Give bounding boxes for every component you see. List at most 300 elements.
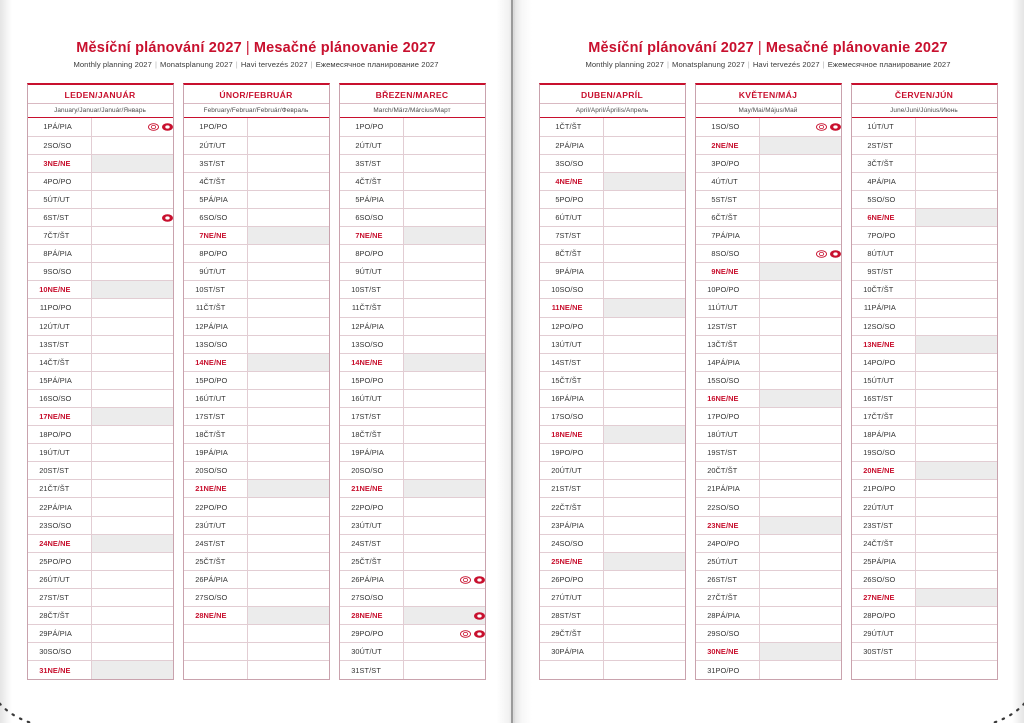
day-name: PÁ/PIA — [716, 607, 760, 625]
day-note-field[interactable] — [248, 570, 329, 588]
day-number: 6 — [540, 208, 560, 226]
day-note-field[interactable] — [92, 408, 173, 426]
day-note-field[interactable] — [760, 480, 841, 498]
day-note-field[interactable] — [404, 172, 485, 190]
day-note-field[interactable] — [760, 227, 841, 245]
day-note-field[interactable] — [604, 335, 685, 353]
day-note-field[interactable] — [916, 154, 997, 172]
day-note-field[interactable] — [248, 588, 329, 606]
day-note-field[interactable] — [604, 172, 685, 190]
day-note-field[interactable] — [760, 625, 841, 643]
day-note-field[interactable] — [248, 317, 329, 335]
day-note-field[interactable] — [248, 534, 329, 552]
day-note-field[interactable] — [604, 462, 685, 480]
day-note-field[interactable] — [92, 172, 173, 190]
day-number: 2 — [540, 136, 560, 154]
day-name: ÚT/UT — [204, 516, 248, 534]
day-note-field[interactable] — [760, 136, 841, 154]
day-number: 18 — [28, 426, 48, 444]
day-note-field[interactable] — [916, 335, 997, 353]
day-note-field[interactable] — [916, 371, 997, 389]
day-number: 1 — [696, 118, 716, 136]
day-number: 7 — [28, 227, 48, 245]
day-note-field[interactable] — [760, 118, 841, 136]
day-note-field[interactable] — [604, 607, 685, 625]
day-note-field[interactable] — [916, 625, 997, 643]
day-note-field[interactable] — [760, 389, 841, 407]
day-note-field[interactable] — [604, 408, 685, 426]
day-note-field[interactable] — [604, 570, 685, 588]
day-note-field[interactable] — [604, 208, 685, 226]
day-note-field[interactable] — [248, 625, 329, 643]
table-row — [28, 534, 173, 552]
table-row — [28, 371, 173, 389]
day-note-field[interactable] — [248, 552, 329, 570]
day-note-field[interactable] — [604, 588, 685, 606]
subtitle-part-hu: Havi tervezés 2027 — [752, 60, 820, 69]
day-note-field[interactable] — [248, 444, 329, 462]
table-row — [540, 534, 685, 552]
table-row — [852, 643, 997, 661]
day-note-field[interactable] — [92, 570, 173, 588]
day-name: NE/NE — [872, 588, 916, 606]
day-note-field[interactable] — [404, 661, 485, 679]
day-note-field[interactable] — [248, 299, 329, 317]
day-note-field[interactable] — [404, 498, 485, 516]
day-name: ST/ST — [872, 136, 916, 154]
day-number: 23 — [340, 516, 360, 534]
day-note-field[interactable] — [92, 534, 173, 552]
day-note-field[interactable] — [916, 136, 997, 154]
day-note-field[interactable] — [916, 263, 997, 281]
day-note-field[interactable] — [248, 643, 329, 661]
day-number: 13 — [184, 335, 204, 353]
right-page-title — [512, 40, 1024, 56]
day-note-field[interactable] — [760, 516, 841, 534]
day-note-field[interactable] — [92, 625, 173, 643]
day-name: NE/NE — [716, 263, 760, 281]
day-note-field[interactable] — [916, 408, 997, 426]
table-row — [340, 389, 485, 407]
day-note-field[interactable] — [916, 643, 997, 661]
day-note-field[interactable] — [760, 426, 841, 444]
day-number: 16 — [184, 389, 204, 407]
day-note-field[interactable] — [916, 462, 997, 480]
day-note-field[interactable] — [604, 299, 685, 317]
day-name: PO/PO — [204, 118, 248, 136]
day-note-field[interactable] — [760, 552, 841, 570]
day-name: PÁ/PIA — [204, 444, 248, 462]
day-note-field[interactable] — [92, 281, 173, 299]
day-name: PO/PO — [872, 353, 916, 371]
day-note-field[interactable] — [248, 281, 329, 299]
day-name: ČT/ŠT — [48, 227, 92, 245]
day-note-field[interactable] — [248, 263, 329, 281]
day-note-field[interactable] — [92, 263, 173, 281]
day-note-field[interactable] — [760, 588, 841, 606]
day-name: PÁ/PIA — [360, 190, 404, 208]
table-row — [28, 263, 173, 281]
day-name: PÁ/PIA — [48, 118, 92, 136]
day-note-field[interactable] — [604, 480, 685, 498]
day-note-field[interactable] — [916, 534, 997, 552]
day-note-field[interactable] — [916, 570, 997, 588]
day-note-field[interactable] — [248, 516, 329, 534]
month-title: ČERVEN/JÚN — [852, 85, 997, 104]
day-number: 28 — [184, 607, 204, 625]
day-note-field[interactable] — [760, 299, 841, 317]
day-note-field[interactable] — [760, 534, 841, 552]
day-note-field[interactable] — [404, 190, 485, 208]
day-name: NE/NE — [716, 389, 760, 407]
day-note-field[interactable] — [760, 607, 841, 625]
day-note-field[interactable] — [760, 172, 841, 190]
day-name: ČT/ŠT — [560, 371, 604, 389]
left-page-subtitle — [0, 60, 512, 69]
table-row — [540, 245, 685, 263]
day-note-field[interactable] — [916, 317, 997, 335]
day-note-field[interactable] — [916, 281, 997, 299]
day-note-field[interactable] — [760, 335, 841, 353]
day-note-field[interactable] — [92, 588, 173, 606]
day-name: PO/PO — [204, 498, 248, 516]
day-note-field[interactable] — [248, 353, 329, 371]
table-row — [852, 426, 997, 444]
day-note-field[interactable] — [92, 190, 173, 208]
day-note-field[interactable] — [760, 371, 841, 389]
day-note-field[interactable] — [404, 208, 485, 226]
day-name: ÚT/UT — [560, 462, 604, 480]
day-name: ÚT/UT — [716, 552, 760, 570]
day-note-field[interactable] — [604, 552, 685, 570]
day-number: 28 — [852, 607, 872, 625]
title-separator: | — [245, 40, 250, 56]
day-name: PÁ/PIA — [560, 516, 604, 534]
day-note-field[interactable] — [916, 444, 997, 462]
day-name: PO/PO — [204, 371, 248, 389]
table-row — [184, 245, 329, 263]
table-row — [540, 353, 685, 371]
day-name: NE/NE — [204, 480, 248, 498]
day-note-field[interactable] — [916, 661, 997, 679]
day-note-field[interactable] — [404, 335, 485, 353]
full-moon-icon — [816, 250, 827, 258]
day-note-field[interactable] — [404, 588, 485, 606]
day-note-field[interactable] — [404, 552, 485, 570]
day-number: 6 — [184, 208, 204, 226]
day-note-field[interactable] — [760, 498, 841, 516]
day-note-field[interactable] — [92, 498, 173, 516]
day-note-field[interactable] — [760, 154, 841, 172]
day-name: NE/NE — [48, 408, 92, 426]
left-page-title — [0, 40, 512, 56]
day-note-field[interactable] — [404, 534, 485, 552]
day-note-field[interactable] — [404, 444, 485, 462]
day-note-field[interactable] — [248, 208, 329, 226]
day-name: PÁ/PIA — [360, 570, 404, 588]
day-note-field[interactable] — [916, 227, 997, 245]
day-note-field[interactable] — [916, 190, 997, 208]
day-note-field[interactable] — [916, 208, 997, 226]
right-page-header — [512, 0, 1024, 69]
day-note-field[interactable] — [248, 118, 329, 136]
subtitle-part-hu: Havi tervezés 2027 — [240, 60, 308, 69]
day-note-field[interactable] — [248, 136, 329, 154]
day-name: ČT/ŠT — [48, 607, 92, 625]
day-note-field[interactable] — [604, 353, 685, 371]
month-day-table — [28, 118, 173, 679]
day-note-field[interactable] — [604, 317, 685, 335]
table-row — [340, 172, 485, 190]
month-title: DUBEN/APRÍL — [540, 85, 685, 104]
day-note-field[interactable] — [604, 661, 685, 679]
day-number: 13 — [28, 335, 48, 353]
day-note-field[interactable] — [92, 353, 173, 371]
table-row — [184, 263, 329, 281]
day-note-field[interactable] — [248, 172, 329, 190]
day-number: 19 — [184, 444, 204, 462]
table-row — [852, 444, 997, 462]
day-note-field[interactable] — [92, 118, 173, 136]
day-note-field[interactable] — [916, 172, 997, 190]
day-number: 8 — [28, 245, 48, 263]
day-note-field[interactable] — [92, 643, 173, 661]
day-note-field[interactable] — [248, 227, 329, 245]
day-number: 1 — [540, 118, 560, 136]
day-number: 9 — [852, 263, 872, 281]
day-note-field[interactable] — [916, 299, 997, 317]
table-row — [852, 118, 997, 136]
table-row — [28, 661, 173, 679]
table-row — [540, 444, 685, 462]
day-note-field[interactable] — [248, 480, 329, 498]
day-name: PO/PO — [48, 172, 92, 190]
table-row — [340, 552, 485, 570]
day-note-field[interactable] — [916, 389, 997, 407]
day-note-field[interactable] — [248, 154, 329, 172]
day-note-field[interactable] — [604, 245, 685, 263]
day-note-field[interactable] — [604, 263, 685, 281]
day-note-field[interactable] — [404, 570, 485, 588]
day-note-field[interactable] — [92, 317, 173, 335]
day-name: NE/NE — [48, 154, 92, 172]
left-page-header — [0, 0, 512, 69]
day-note-field[interactable] — [248, 661, 329, 679]
day-number: 29 — [540, 625, 560, 643]
table-row — [28, 607, 173, 625]
day-note-field[interactable] — [92, 552, 173, 570]
day-note-field[interactable] — [248, 408, 329, 426]
day-note-field[interactable] — [604, 227, 685, 245]
day-number: 12 — [28, 317, 48, 335]
day-note-field[interactable] — [92, 154, 173, 172]
day-note-field[interactable] — [248, 462, 329, 480]
day-note-field[interactable] — [248, 371, 329, 389]
day-note-field[interactable] — [604, 190, 685, 208]
day-note-field[interactable] — [92, 426, 173, 444]
day-note-field[interactable] — [404, 136, 485, 154]
day-note-field[interactable] — [604, 426, 685, 444]
table-row — [340, 136, 485, 154]
day-name: NE/NE — [716, 516, 760, 534]
table-row — [696, 335, 841, 353]
day-note-field[interactable] — [92, 607, 173, 625]
day-note-field[interactable] — [92, 444, 173, 462]
right-page-month-columns — [512, 83, 1024, 680]
day-note-field[interactable] — [404, 371, 485, 389]
table-row — [184, 426, 329, 444]
month-block — [695, 83, 842, 680]
day-name: PÁ/PIA — [716, 353, 760, 371]
day-note-field[interactable] — [92, 208, 173, 226]
day-number: 11 — [340, 299, 360, 317]
day-name: PÁ/PIA — [204, 317, 248, 335]
day-note-field[interactable] — [92, 136, 173, 154]
day-note-field[interactable] — [604, 625, 685, 643]
day-note-field[interactable] — [92, 371, 173, 389]
day-note-field[interactable] — [604, 498, 685, 516]
day-note-field[interactable] — [604, 371, 685, 389]
day-name: PO/PO — [716, 154, 760, 172]
day-note-field[interactable] — [916, 353, 997, 371]
day-note-field[interactable] — [248, 389, 329, 407]
day-number: 1 — [28, 118, 48, 136]
day-note-field[interactable] — [404, 643, 485, 661]
day-note-field[interactable] — [604, 136, 685, 154]
day-note-field[interactable] — [248, 498, 329, 516]
day-note-field[interactable] — [92, 480, 173, 498]
table-row — [696, 154, 841, 172]
day-note-field[interactable] — [760, 208, 841, 226]
day-note-field[interactable] — [92, 335, 173, 353]
day-number: 27 — [540, 588, 560, 606]
day-note-field[interactable] — [248, 607, 329, 625]
day-name: ST/ST — [716, 570, 760, 588]
day-note-field[interactable] — [604, 643, 685, 661]
day-note-field[interactable] — [92, 299, 173, 317]
day-note-field[interactable] — [760, 643, 841, 661]
day-note-field[interactable] — [604, 534, 685, 552]
day-note-field[interactable] — [248, 245, 329, 263]
day-note-field[interactable] — [760, 281, 841, 299]
day-note-field[interactable] — [604, 154, 685, 172]
day-name: NE/NE — [560, 552, 604, 570]
day-number: 5 — [340, 190, 360, 208]
day-note-field[interactable] — [404, 299, 485, 317]
day-note-field[interactable] — [404, 462, 485, 480]
table-row — [696, 317, 841, 335]
day-note-field[interactable] — [404, 607, 485, 625]
day-note-field[interactable] — [760, 444, 841, 462]
day-note-field[interactable] — [404, 353, 485, 371]
day-note-field[interactable] — [404, 154, 485, 172]
table-row — [852, 570, 997, 588]
day-note-field[interactable] — [92, 516, 173, 534]
day-number: 8 — [696, 245, 716, 263]
day-note-field[interactable] — [404, 389, 485, 407]
table-row — [184, 625, 329, 643]
day-note-field[interactable] — [916, 245, 997, 263]
day-note-field[interactable] — [92, 227, 173, 245]
table-row — [184, 227, 329, 245]
day-note-field[interactable] — [404, 263, 485, 281]
day-note-field[interactable] — [404, 516, 485, 534]
day-note-field[interactable] — [604, 516, 685, 534]
day-note-field[interactable] — [916, 516, 997, 534]
day-name: ČT/ŠT — [204, 426, 248, 444]
day-note-field[interactable] — [760, 408, 841, 426]
day-note-field[interactable] — [604, 281, 685, 299]
day-note-field[interactable] — [916, 607, 997, 625]
day-note-field[interactable] — [916, 118, 997, 136]
day-note-field[interactable] — [404, 118, 485, 136]
new-moon-icon — [162, 214, 173, 222]
title-primary: Měsíční plánování 2027 — [76, 40, 242, 56]
day-note-field[interactable] — [760, 462, 841, 480]
day-name: ST/ST — [560, 353, 604, 371]
subtitle-separator: | — [235, 60, 238, 69]
day-note-field[interactable] — [248, 335, 329, 353]
day-name: SO/SO — [560, 408, 604, 426]
day-name: ÚT/UT — [204, 263, 248, 281]
day-note-field[interactable] — [604, 118, 685, 136]
day-note-field[interactable] — [404, 408, 485, 426]
table-row — [184, 607, 329, 625]
table-row — [696, 245, 841, 263]
day-number: 15 — [28, 371, 48, 389]
day-note-field[interactable] — [404, 426, 485, 444]
day-note-field[interactable] — [404, 625, 485, 643]
day-name: ČT/ŠT — [716, 208, 760, 226]
day-note-field[interactable] — [760, 661, 841, 679]
month-language-names: February/Februar/Február/Февраль — [184, 104, 329, 118]
day-note-field[interactable] — [760, 263, 841, 281]
day-note-field[interactable] — [404, 281, 485, 299]
day-note-field[interactable] — [404, 480, 485, 498]
day-note-field[interactable] — [916, 552, 997, 570]
table-row — [340, 588, 485, 606]
table-row — [28, 462, 173, 480]
day-note-field[interactable] — [248, 426, 329, 444]
day-note-field[interactable] — [248, 190, 329, 208]
day-note-field[interactable] — [92, 245, 173, 263]
day-number: 3 — [28, 154, 48, 172]
day-note-field[interactable] — [404, 245, 485, 263]
day-note-field[interactable] — [916, 588, 997, 606]
day-note-field[interactable] — [760, 353, 841, 371]
day-note-field[interactable] — [404, 227, 485, 245]
day-note-field[interactable] — [92, 661, 173, 679]
day-note-field[interactable] — [92, 389, 173, 407]
day-note-field[interactable] — [760, 317, 841, 335]
day-note-field[interactable] — [604, 389, 685, 407]
day-note-field[interactable] — [760, 570, 841, 588]
day-note-field[interactable] — [760, 245, 841, 263]
day-note-field[interactable] — [404, 317, 485, 335]
table-row — [540, 118, 685, 136]
day-number: 7 — [540, 227, 560, 245]
day-note-field[interactable] — [604, 444, 685, 462]
day-name: ST/ST — [360, 281, 404, 299]
day-note-field[interactable] — [760, 190, 841, 208]
day-note-field[interactable] — [92, 462, 173, 480]
day-note-field[interactable] — [916, 498, 997, 516]
day-number: 22 — [28, 498, 48, 516]
day-note-field[interactable] — [916, 426, 997, 444]
table-row — [696, 426, 841, 444]
day-number — [184, 625, 204, 643]
day-note-field[interactable] — [916, 480, 997, 498]
